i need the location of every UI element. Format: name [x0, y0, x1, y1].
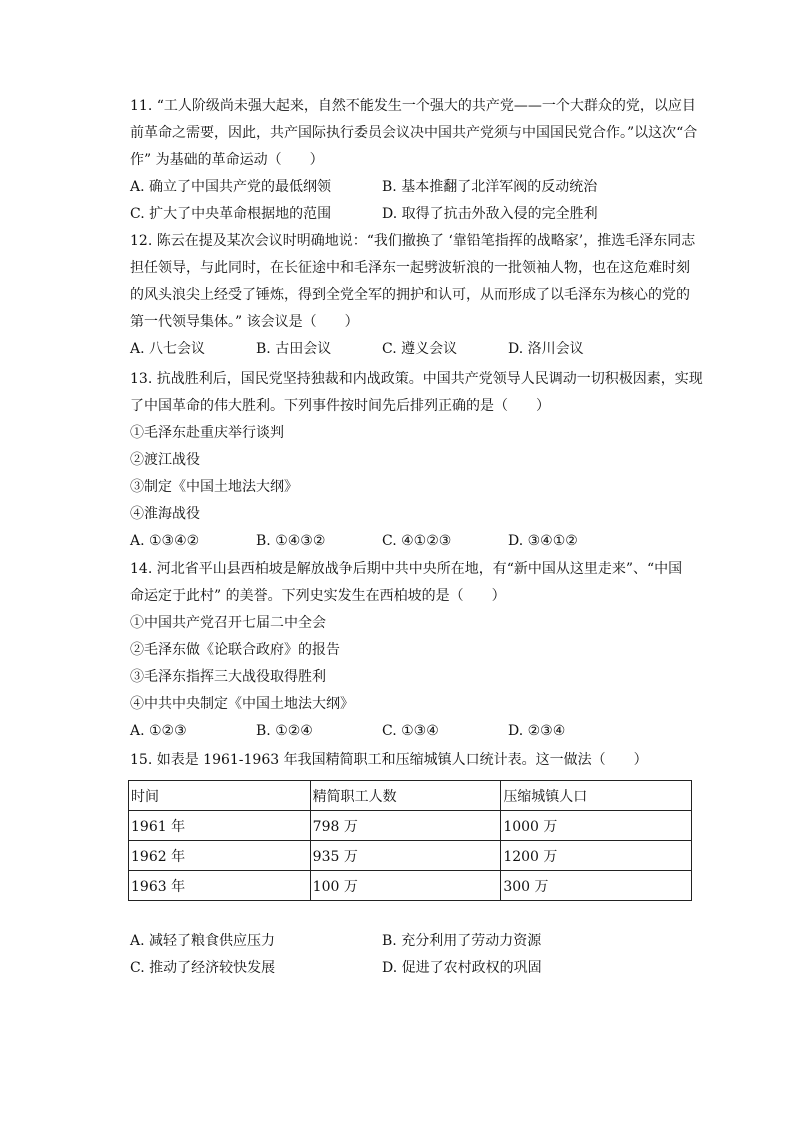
option-d: D. 洛川会议 [508, 341, 584, 357]
question-15-options [130, 928, 695, 982]
table-cell: 935 万 [310, 841, 501, 871]
question-13-options [130, 528, 695, 555]
table-header-cell: 精简职工人数 [310, 781, 501, 811]
question-14-line-1: 14. 河北省平山县西柏坡是解放战争后期中共中央所在地，有“新中国从这里走来”、“中国 [130, 561, 683, 577]
question-12-options [130, 336, 695, 363]
question-13 [130, 366, 703, 555]
question-11-line-3: 作” 为基础的革命运动（ ） [130, 152, 324, 168]
table-header-cell: 压缩城镇人口 [501, 781, 692, 811]
table-cell: 798 万 [310, 811, 501, 841]
table-cell: 1000 万 [501, 811, 692, 841]
question-13-item-2: ②渡江战役 [130, 452, 200, 468]
question-14-item-1: ①中国共产党召开七届二中全会 [130, 615, 326, 631]
option-b: B. 古田会议 [256, 341, 332, 357]
question-14 [130, 556, 695, 745]
option-b: B. 基本推翻了北洋军阀的反动统治 [382, 179, 598, 195]
question-11-line-1: 11. “工人阶级尚未强大起来，自然不能发生一个强大的共产党——一个大群众的党，以应目 [130, 98, 696, 114]
option-c: C. 推动了经济较快发展 [130, 960, 276, 976]
question-15-line-1: 15. 如表是 1961-1963 年我国精简职工和压缩城镇人口统计表。这一做法（ ） [130, 752, 648, 768]
question-12 [130, 228, 695, 363]
question-11-options-row-1 [130, 174, 695, 201]
option-a: A. 确立了中国共产党的最低纲领 [130, 179, 332, 195]
table-row [129, 841, 692, 871]
option-d: D. 取得了抗击外敌入侵的完全胜利 [382, 206, 598, 222]
question-15-options-row-1 [130, 928, 695, 955]
statistics-table [128, 780, 692, 901]
question-12-line-4: 第一代领导集体。” 该会议是（ ） [130, 314, 359, 330]
question-14-item-4: ④中共中央制定《中国土地法大纲》 [130, 696, 354, 712]
question-14-item-2: ②毛泽东做《论联合政府》的报告 [130, 642, 340, 658]
option-c: C. 遵义会议 [382, 341, 458, 357]
option-d: D. 促进了农村政权的巩固 [382, 960, 542, 976]
question-14-options [130, 718, 695, 745]
option-b: B. ①②④ [256, 723, 313, 739]
table-cell: 1961 年 [129, 811, 311, 841]
question-15 [130, 747, 695, 774]
question-11-line-2: 前革命之需要，因此，共产国际执行委员会议决中国共产党须与中国国民党合作。”以这次“合 [130, 125, 698, 141]
option-a: A. 减轻了粮食供应压力 [130, 933, 276, 949]
table-cell: 100 万 [310, 871, 501, 901]
question-15-options-row-2 [130, 955, 695, 982]
question-12-line-3: 的风头浪尖上经受了锤炼，得到全党全军的拥护和认可，从而形成了以毛泽东为核心的党的 [130, 287, 690, 303]
option-a: A. 八七会议 [130, 341, 206, 357]
question-14-item-3: ③毛泽东指挥三大战役取得胜利 [130, 669, 326, 685]
table-row [129, 811, 692, 841]
question-12-line-1: 12. 陈云在提及某次会议时明确地说：“我们撤换了 ‘靠铅笔指挥的战略家’，推选毛泽东同志 [130, 233, 696, 249]
option-c: C. 扩大了中央革命根据地的范围 [130, 206, 332, 222]
option-b: B. ①④③② [256, 533, 326, 549]
option-c: C. ④①②③ [382, 533, 452, 549]
question-14-line-2: 命运定于此村” 的美誉。下列史实发生在西柏坡的是（ ） [130, 588, 506, 604]
option-d: D. ②③④ [508, 723, 566, 739]
table-cell: 1200 万 [501, 841, 692, 871]
table-cell: 1963 年 [129, 871, 311, 901]
table-cell: 300 万 [501, 871, 692, 901]
question-13-item-4: ④淮海战役 [130, 506, 200, 522]
option-c: C. ①③④ [382, 723, 439, 739]
table-row [129, 871, 692, 901]
question-13-line-2: 了中国革命的伟大胜利。下列事件按时间先后排列正确的是（ ） [130, 398, 550, 414]
table-header-cell: 时间 [129, 781, 311, 811]
option-d: D. ③④①② [508, 533, 578, 549]
option-a: A. ①②③ [130, 723, 187, 739]
table-cell: 1962 年 [129, 841, 311, 871]
question-13-item-1: ①毛泽东赴重庆举行谈判 [130, 425, 284, 441]
question-12-line-2: 担任领导，与此同时，在长征途中和毛泽东一起劈波斩浪的一批领袖人物，也在这危难时刻 [130, 260, 690, 276]
table-header-row [129, 781, 692, 811]
option-a: A. ①③④② [130, 533, 200, 549]
question-13-line-1: 13. 抗战胜利后，国民党坚持独裁和内战政策。中国共产党领导人民调动一切积极因素，实现 [130, 371, 703, 387]
question-11 [130, 93, 698, 228]
question-13-item-3: ③制定《中国土地法大纲》 [130, 479, 298, 495]
question-11-options-row-2 [130, 201, 695, 228]
option-b: B. 充分利用了劳动力资源 [382, 933, 542, 949]
